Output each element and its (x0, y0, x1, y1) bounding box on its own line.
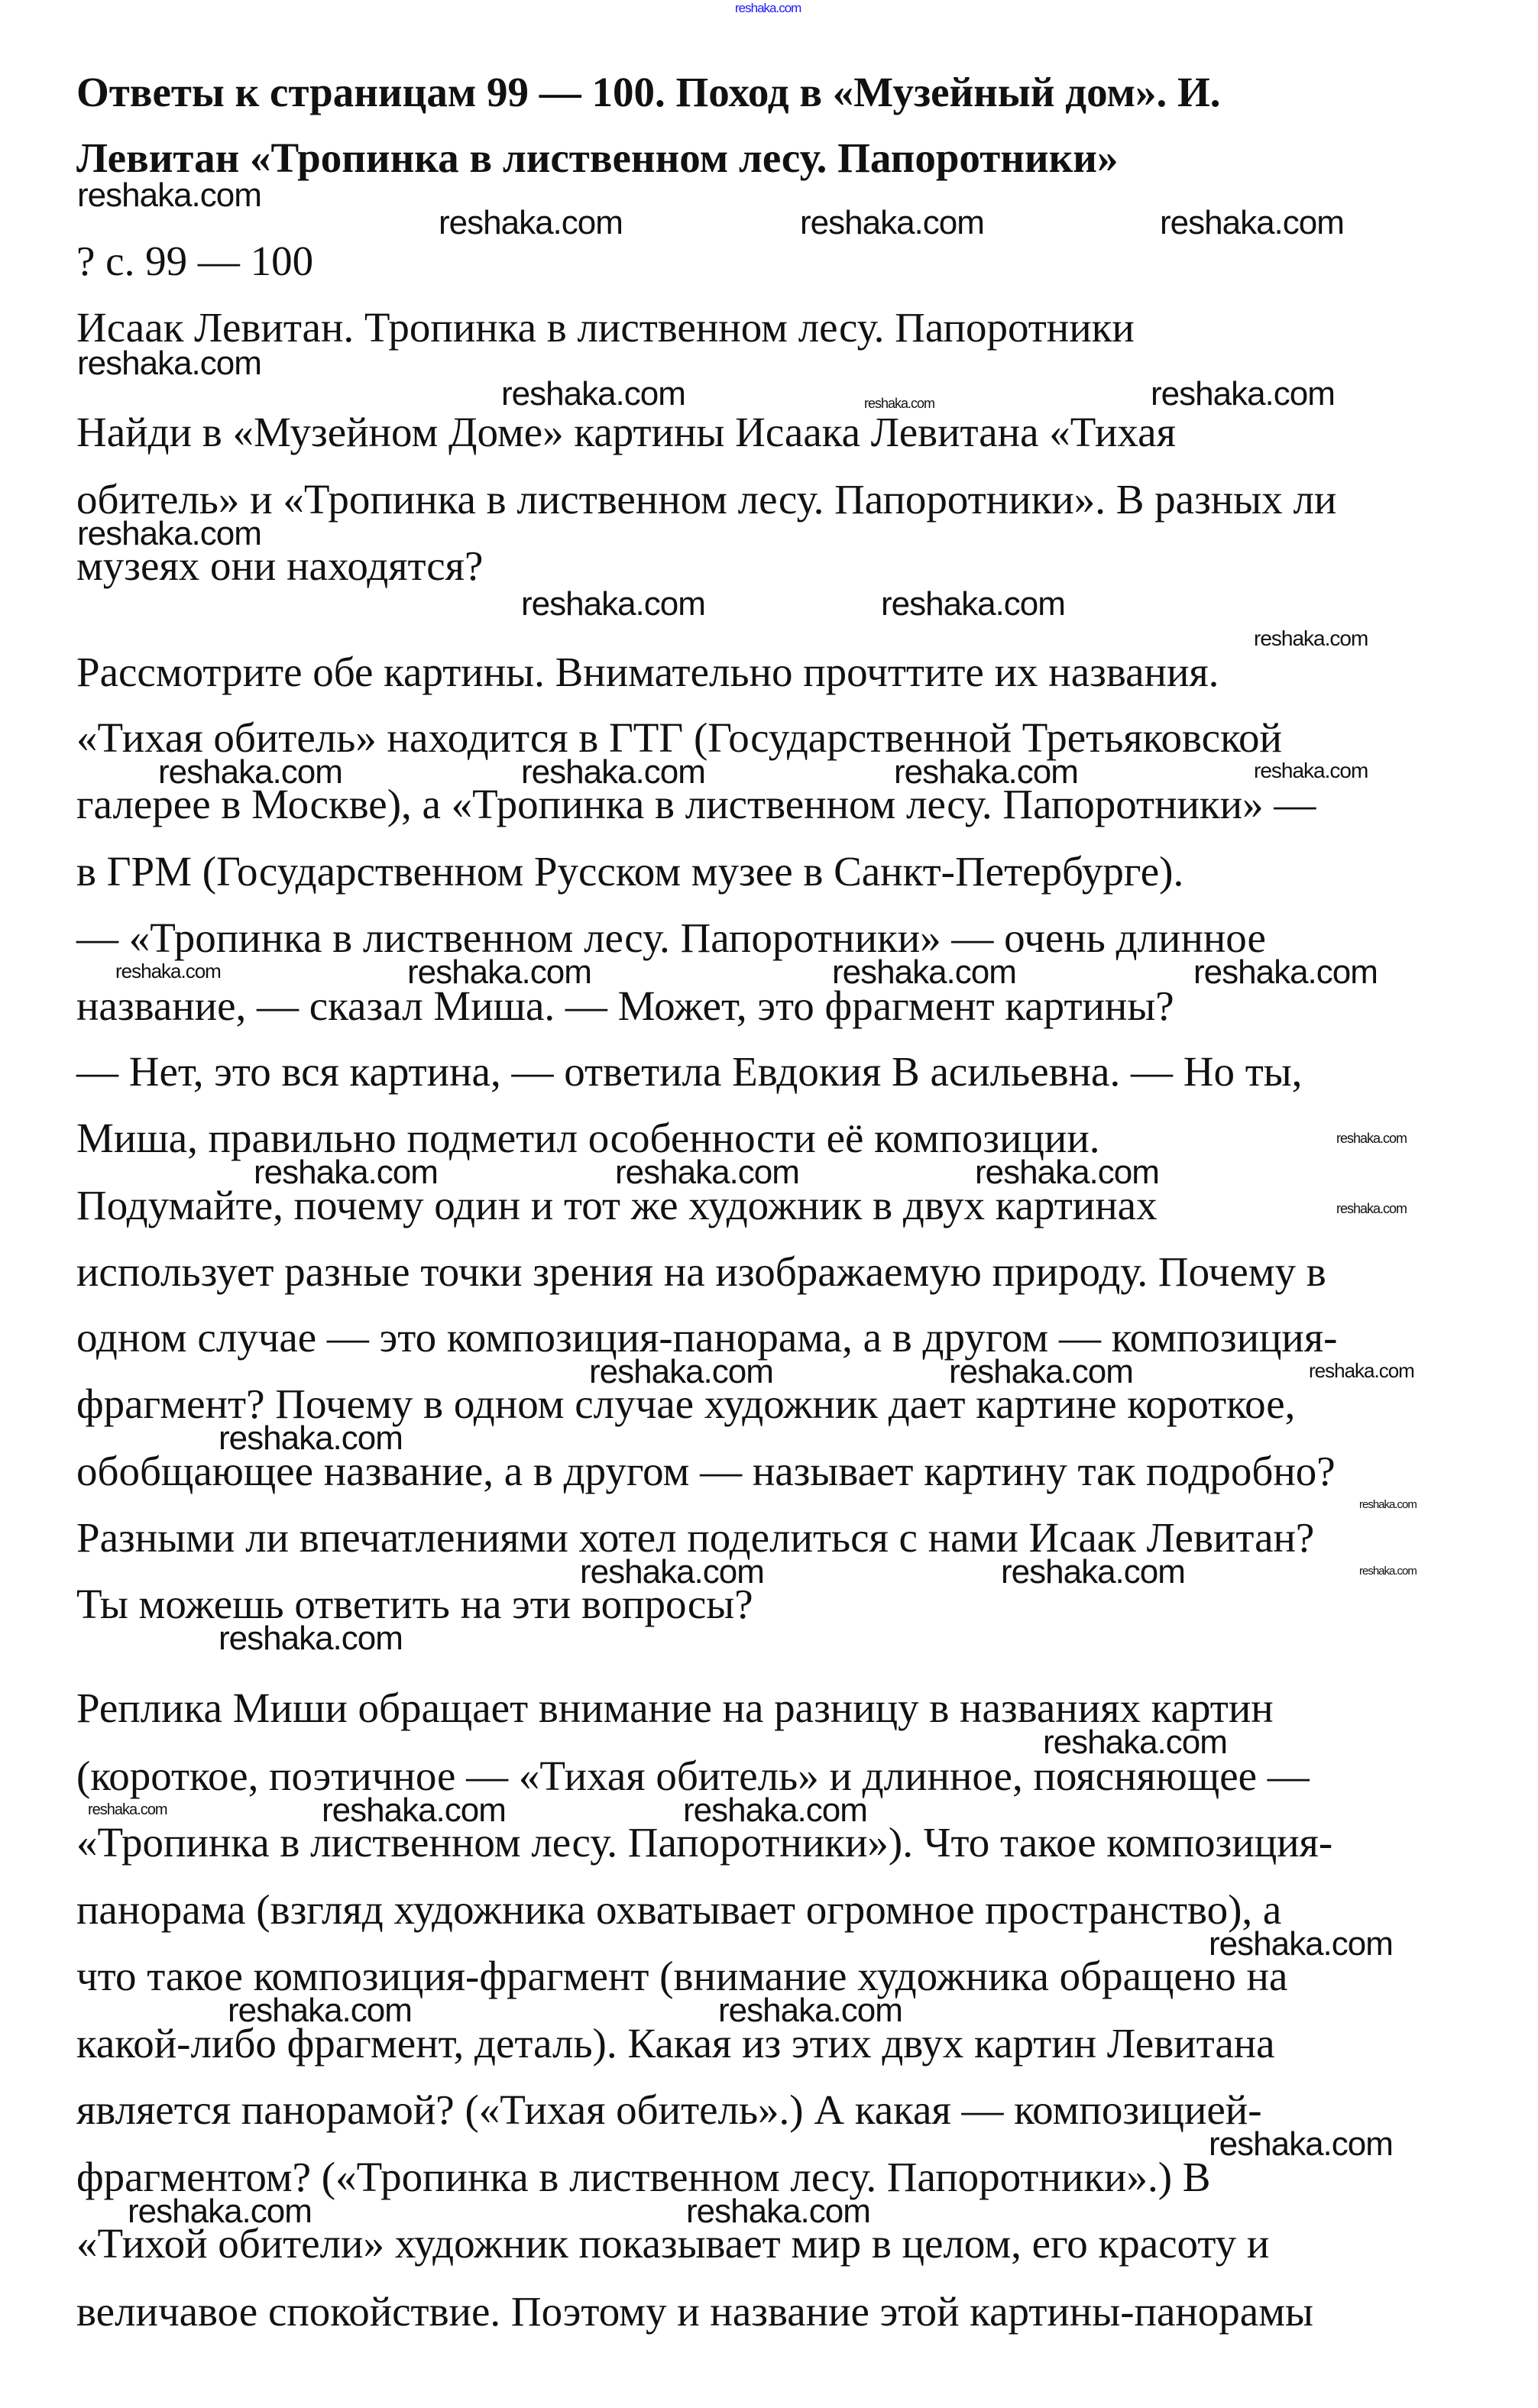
watermark: reshaka.com (77, 515, 261, 552)
text-line: в ГРМ (Государственном Русском музее в Санкт-Петербурге). (76, 848, 1184, 895)
text-line: величавое спокойствие. Поэтому и название этой картины-панорамы (76, 2288, 1313, 2335)
watermark: reshaka.com (521, 585, 705, 623)
watermark: reshaka.com (718, 1992, 902, 2029)
watermark: reshaka.com (1193, 953, 1378, 991)
watermark: reshaka.com (322, 1791, 506, 1829)
text-line: галерее в Москве), а «Тропинка в лиственном лесу. Папоротники» — (76, 781, 1316, 827)
watermark: reshaka.com (686, 2193, 870, 2230)
watermark: reshaka.com (975, 1154, 1159, 1191)
header-watermark: reshaka.com (735, 1, 801, 15)
text-line: название, — сказал Миша. — Может, это фрагмент картины? (76, 982, 1174, 1029)
watermark: reshaka.com (128, 2193, 312, 2230)
watermark: reshaka.com (1254, 759, 1368, 782)
title-line: Ответы к страницам 99 — 100. Поход в «Музейный дом». И. (76, 69, 1221, 115)
text-line: обитель» и «Тропинка в лиственном лесу. Папоротники». В разных ли (76, 476, 1337, 523)
watermark: reshaka.com (1336, 1201, 1407, 1216)
watermark: reshaka.com (1359, 1565, 1417, 1578)
watermark: reshaka.com (88, 1801, 167, 1818)
watermark: reshaka.com (580, 1553, 764, 1591)
text-line: — «Тропинка в лиственном лесу. Папоротники» — очень длинное (76, 914, 1266, 961)
watermark: reshaka.com (1309, 1359, 1414, 1382)
text-line: что такое композиция-фрагмент (внимание художника обращено на (76, 1953, 1288, 1999)
title-line: Левитан «Тропинка в лиственном лесу. Папоротники» (76, 134, 1119, 181)
watermark: reshaka.com (1151, 375, 1335, 413)
watermark: reshaka.com (1160, 204, 1344, 241)
watermark: reshaka.com (949, 1353, 1133, 1390)
text-line: ? с. 99 — 100 (76, 238, 314, 284)
text-line: «Тихая обитель» находится в ГТГ (Государственной Третьяковской (76, 714, 1282, 761)
watermark: reshaka.com (219, 1620, 403, 1657)
text-line: «Тропинка в лиственном лесу. Папоротники»). Что такое композиция- (76, 1819, 1333, 1866)
watermark: reshaka.com (521, 753, 705, 791)
watermark: reshaka.com (228, 1992, 412, 2029)
text-line: какой-либо фрагмент, деталь). Какая из этих двух картин Левитана (76, 2020, 1275, 2067)
text-line: является панорамой? («Тихая обитель».) А какая — композицией- (76, 2086, 1262, 2133)
watermark: reshaka.com (77, 345, 261, 382)
watermark: reshaka.com (683, 1791, 867, 1829)
text-line: панорама (взгляд художника охватывает огромное пространство), а (76, 1886, 1282, 1933)
text-line: — Нет, это вся картина, — ответила Евдокия В асильевна. — Но ты, (76, 1048, 1303, 1095)
watermark: reshaka.com (832, 953, 1016, 991)
watermark: reshaka.com (501, 375, 685, 413)
text-line: одном случае — это композиция-панорама, а в другом — композиция- (76, 1314, 1338, 1361)
text-line: обобщающее название, а в другом — называет картину так подробно? (76, 1448, 1336, 1494)
watermark: reshaka.com (158, 753, 342, 791)
watermark: reshaka.com (800, 204, 984, 241)
text-line: (короткое, поэтичное — «Тихая обитель» и длинное, поясняющее — (76, 1753, 1310, 1799)
watermark: reshaka.com (615, 1154, 799, 1191)
watermark: reshaka.com (77, 176, 261, 214)
watermark: reshaka.com (864, 396, 935, 411)
text-line: Разными ли впечатлениями хотел поделиться с нами Исаак Левитан? (76, 1514, 1315, 1561)
watermark: reshaka.com (894, 753, 1078, 791)
text-line: Найди в «Музейном Доме» картины Исаака Левитана «Тихая (76, 409, 1176, 455)
watermark: reshaka.com (881, 585, 1065, 623)
watermark: reshaka.com (589, 1353, 773, 1390)
text-line: Реплика Миши обращает внимание на разницу в названиях картин (76, 1685, 1274, 1731)
text-line: фрагментом? («Тропинка в лиственном лесу. Папоротники».) В (76, 2154, 1211, 2200)
watermark: reshaka.com (1209, 2125, 1393, 2163)
text-line: музеях они находятся? (76, 542, 484, 589)
text-line: фрагмент? Почему в одном случае художник дает картине короткое, (76, 1380, 1296, 1427)
watermark: reshaka.com (1043, 1723, 1227, 1761)
watermark: reshaka.com (1336, 1131, 1407, 1146)
watermark: reshaka.com (407, 953, 591, 991)
watermark: reshaka.com (439, 204, 623, 241)
watermark: reshaka.com (1359, 1498, 1417, 1511)
watermark: reshaka.com (254, 1154, 438, 1191)
watermark: reshaka.com (115, 960, 221, 982)
text-line: использует разные точки зрения на изображаемую природу. Почему в (76, 1248, 1326, 1295)
watermark: reshaka.com (1254, 626, 1368, 650)
text-line: Подумайте, почему один и тот же художник в двух картинах (76, 1182, 1158, 1228)
text-line: Рассмотрите обе картины. Внимательно прочттите их названия. (76, 649, 1219, 695)
text-line: «Тихой обители» художник показывает мир в целом, его красоту и (76, 2220, 1270, 2267)
text-line: Миша, правильно подметил особенности её композиции. (76, 1115, 1100, 1161)
text-line: Исаак Левитан. Тропинка в лиственном лесу. Папоротники (76, 304, 1135, 351)
watermark: reshaka.com (1001, 1553, 1185, 1591)
text-line: Ты можешь ответить на эти вопросы? (76, 1581, 753, 1627)
watermark: reshaka.com (219, 1419, 403, 1457)
watermark: reshaka.com (1209, 1925, 1393, 1963)
